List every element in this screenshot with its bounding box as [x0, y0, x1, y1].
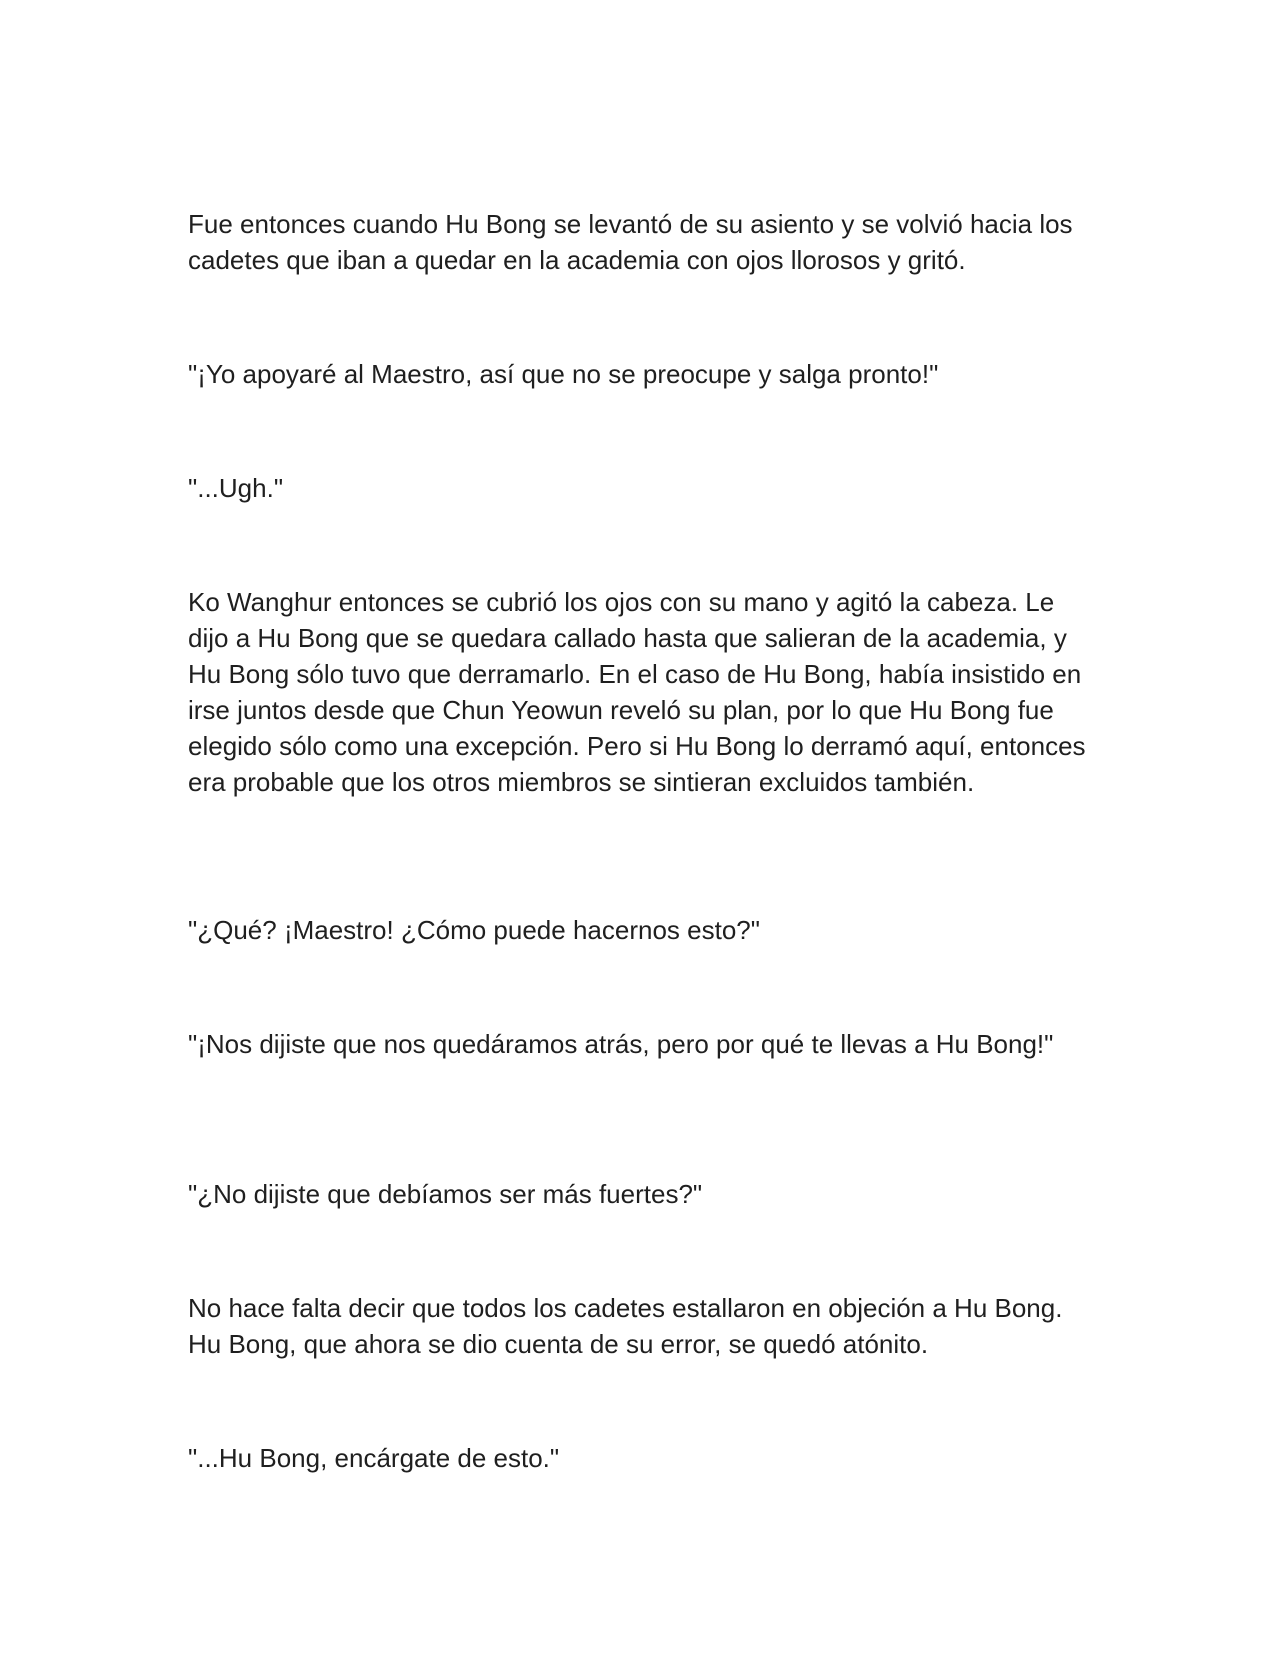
- paragraph-8: No hace falta decir que todos los cadetes estallaron en objeción a Hu Bong. Hu Bong, que ahora se dio cuenta de su error, se quedó atónito.: [188, 1293, 1063, 1359]
- paragraph-9: "...Hu Bong, encárgate de esto.": [188, 1443, 560, 1473]
- paragraph-4: Ko Wanghur entonces se cubrió los ojos con su mano y agitó la cabeza. Le dijo a Hu Bong que se quedara callado hasta que salieran de la academia, y Hu Bong sólo tuvo que derramarlo. En el caso de Hu Bong, había insistido en irse juntos desde que Chun Yeowun reveló su plan, por lo que Hu Bong fue elegido sólo como una excepción. Pero si Hu Bong lo derramó aquí, entonces era probable que los otros miembros se sintieran excluidos también.: [188, 587, 1086, 797]
- paragraph-1: Fue entonces cuando Hu Bong se levantó de su asiento y se volvió hacia los cadetes que iban a quedar en la academia con ojos llorosos y gritó.: [188, 209, 1073, 275]
- paragraph-5: "¿Qué? ¡Maestro! ¿Cómo puede hacernos esto?": [188, 915, 760, 945]
- paragraph-6: "¡Nos dijiste que nos quedáramos atrás, pero por qué te llevas a Hu Bong!": [188, 1029, 1054, 1059]
- paragraph-2: "¡Yo apoyaré al Maestro, así que no se preocupe y salga pronto!": [188, 359, 939, 389]
- paragraph-3: "...Ugh.": [188, 473, 284, 503]
- paragraph-7: "¿No dijiste que debíamos ser más fuertes?": [188, 1179, 703, 1209]
